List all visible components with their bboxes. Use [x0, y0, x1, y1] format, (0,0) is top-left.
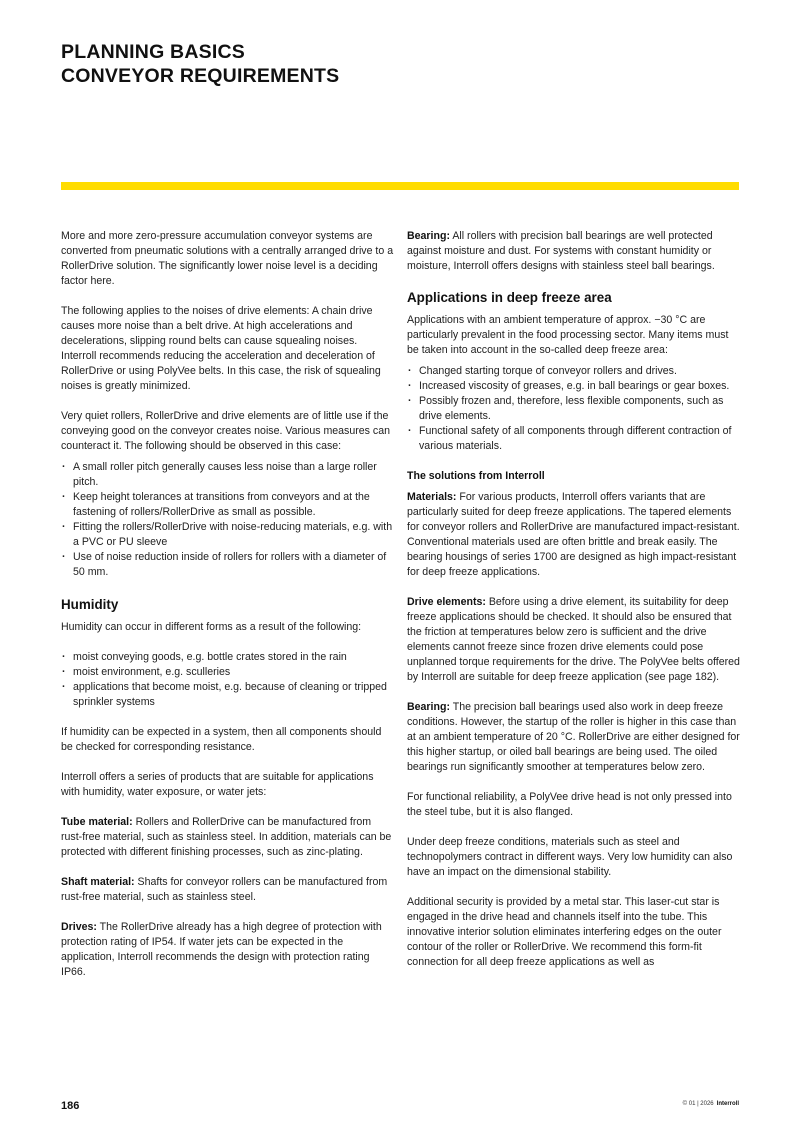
quiet-rollers-paragraph: Very quiet rollers, RollerDrive and drive elements are of little use if the conveying good on the conveyor creates noise. Various measures can counteract it. The following should be observed in this case:	[61, 410, 390, 452]
materials-text: For various products, Interroll offers variants that are particularly suited for deep freeze applications. The tapered elements for conveyor rollers and RollerDrive are manufactured impact-resistant. Conventional materials used are often brittle and break easily. The bearing housings of series 1700 are designed as high impact-resistant for deep freeze applications.	[407, 491, 740, 578]
list-item: · Keep height tolerances at transitions from conveyors and at the fastening of rollers/RollerDrive as small as possible.	[61, 490, 394, 520]
intro-paragraph: More and more zero-pressure accumulation conveyor systems are converted from pneumatic solutions with a centrally arranged drive to a RollerDrive solution. The significantly lower noise level is a deciding factor here.	[61, 230, 394, 287]
drive-elements-label: Drive elements:	[407, 596, 486, 608]
humidity-intro: Humidity can occur in different forms as a result of the following:	[61, 621, 362, 633]
list-item: · Increased viscosity of greases, e.g. in ball bearings or gear boxes.	[407, 379, 740, 394]
list-item: · moist conveying goods, e.g. bottle crates stored in the rain	[61, 650, 394, 665]
accent-bar	[61, 182, 739, 190]
list-item: · moist environment, e.g. sculleries	[61, 665, 394, 680]
materials-paragraph	[407, 490, 740, 580]
list-item: · Functional safety of all components through different contraction of various materials.	[407, 424, 740, 454]
bearing-freeze-paragraph	[407, 700, 740, 775]
deep-freeze-intro: Applications with an ambient temperature of approx. −30 °C are particularly prevalent in the food processing sector. Many items must be taken into account in the so-called deep freeze area:	[407, 314, 729, 356]
page-title-line-1: PLANNING BASICS	[61, 41, 245, 63]
list-item: · Possibly frozen and, therefore, less flexible components, such as drive elements.	[407, 394, 740, 424]
humidity-check-paragraph: If humidity can be expected in a system, then all components should be checked for corresponding resistance.	[61, 726, 382, 753]
list-item: · applications that become moist, e.g. because of cleaning or tripped sprinkler systems	[61, 680, 394, 710]
deep-freeze-heading: Applications in deep freeze area	[407, 290, 612, 305]
footer-imprint	[683, 1101, 739, 1107]
right-column	[407, 229, 740, 985]
tube-material-paragraph	[61, 815, 394, 860]
contraction-paragraph: Under deep freeze conditions, materials such as steel and technopolymers contract in different ways. Very low humidity can also have an impact on the dimensional stability.	[407, 836, 733, 878]
metal-star-paragraph: Additional security is provided by a metal star. This laser-cut star is engaged in the drive head and channels itself into the tube. This innovative interior solution eliminates interfering edges on the outer contour of the roller or RollerDrive. We recommend this form-fit connection for all deep freeze applications as well as	[407, 896, 722, 968]
list-item: · Fitting the rollers/RollerDrive with noise-reducing materials, e.g. with a PVC or PU sleeve	[61, 520, 394, 550]
brand-name: Interroll	[716, 1101, 739, 1107]
shaft-material-text: Shafts for conveyor rollers can be manufactured from rust-free material, such as stainless steel.	[61, 876, 388, 903]
drive-elements-text: Before using a drive element, its suitability for deep freeze applications should be checked. It should also be ensured that the friction at temperatures below zero is sufficient and the drive elements cannot freeze since frozen drive elements could pose unplanned torque requirements for the drive. The PolyVee belts offered by Interroll are suitable for deep freeze application (see page 182).	[407, 596, 740, 683]
list-item: · Changed starting torque of conveyor rollers and drives.	[407, 364, 740, 379]
drive-noise-paragraph: The following applies to the noises of drive elements: A chain drive causes more noise than a belt drive. At high accelerations and decelerations, slipping round belts can cause squealing noises. Interroll recommends reducing the acceleration and deceleration of RollerDrive or using PolyVee belts. In this case, the risk of squealing noises is greatly minimized.	[61, 305, 381, 392]
drives-paragraph	[61, 920, 394, 980]
shaft-material-paragraph	[61, 875, 394, 905]
drives-text: The RollerDrive already has a high degree of protection with protection rating of IP54. If water jets can be expected in the application, Interroll recommends the design with protection rating IP66.	[61, 921, 382, 978]
bearing-text: All rollers with precision ball bearings are well protected against moisture and dust. For systems with constant humidity or moisture, Interroll offers designs with stainless steel ball bearings.	[407, 230, 715, 272]
page-number: 186	[61, 1100, 80, 1112]
noise-measures-list	[61, 460, 394, 580]
shaft-material-label: Shaft material:	[61, 876, 135, 888]
page-title-line-2: CONVEYOR REQUIREMENTS	[61, 65, 340, 87]
drives-label: Drives:	[61, 921, 97, 933]
edition-text: © 01 | 2026	[682, 1101, 714, 1107]
materials-label: Materials:	[407, 491, 457, 503]
humidity-heading: Humidity	[61, 597, 119, 612]
list-item: · Use of noise reduction inside of rollers for rollers with a diameter of 50 mm.	[61, 550, 394, 580]
bearing-paragraph	[407, 229, 740, 274]
humidity-list	[61, 650, 394, 710]
bearing-freeze-text: The precision ball bearings used also work in deep freeze conditions. However, the startup of the roller is higher in this case than at an ambient temperature of 20 °C. RollerDrive are either designed for this higher startup, or oiled ball bearings are being used. The oiled bearings run significantly smoother at temperatures below zero.	[407, 701, 740, 773]
drive-elements-paragraph	[407, 595, 740, 685]
tube-material-text: Rollers and RollerDrive can be manufactured from rust-free material, such as stainless steel. In addition, materials can be protected with different finishing processes, such as zinc-plating.	[61, 816, 392, 858]
bearing-freeze-label: Bearing:	[407, 701, 450, 713]
page-title	[61, 40, 339, 88]
left-column	[61, 229, 394, 995]
products-paragraph: Interroll offers a series of products that are suitable for applications with humidity, water exposure, or water jets:	[61, 771, 374, 798]
list-item: · A small roller pitch generally causes less noise than a large roller pitch.	[61, 460, 394, 490]
deep-freeze-list	[407, 364, 740, 454]
solutions-heading: The solutions from Interroll	[407, 470, 545, 482]
tube-material-label: Tube material:	[61, 816, 133, 828]
bearing-label: Bearing:	[407, 230, 450, 242]
functional-reliability-paragraph: For functional reliability, a PolyVee drive head is not only pressed into the steel tube, but it is also flanged.	[407, 791, 732, 818]
